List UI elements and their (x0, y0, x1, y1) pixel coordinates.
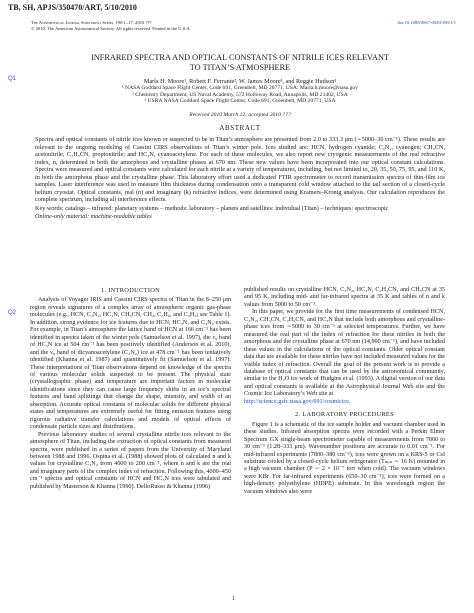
affiliations (40, 85, 440, 105)
journal-header (31, 20, 456, 33)
url-line (244, 399, 445, 406)
doi-link[interactable]: doi:10.1088/0067-0049/190/1/1 (397, 20, 456, 25)
journal-line: The Astrophysical Journal Supplement Series, 190:1–17, 2010 ??? (31, 20, 152, 25)
author-list: Marla H. Moore¹, Robert F. Ferrante², W. James Moore³, and Reggie Hudson¹ (143, 78, 337, 85)
page-number: 1 (232, 596, 235, 602)
section-2-heading: 2. LABORATORY PROCEDURES (295, 411, 394, 419)
intro-paragraph-1: Analysis of Voyager IRIS and Cassini CIRS spectra of Titan in the 8–250 μm region reveals signatures of a complex array of atmospheric organic gas-phase molecules (e.g., HCN, C₂N₂, HC₃N, CH₃CN, CH₄, C₂H₆, and C₄H₂; see Table 1). In addition, strong evidence for ice features due to HCN, HC₃N, and C₄N₂ exists. For example, in Titan’s atmosphere the lattice band of HCN at 166 cm⁻¹ has been identified in spectra taken of the winter pole (Samuelson et al. 1997), the ν₆ band of HC₃N ice at 504 cm⁻¹ has been positively identified (Anderson et al. 2010), and the ν₈ band of dicyanoacetylene (C₄N₂) ice at 478 cm⁻¹ has been tentatively identified (Khanna et al. 1987) and quantitatively fit (Samuelson et al. 1997). These interpretations of Titan observations depend on knowledge of the spectra of various molecular solids suspected to be present. The physical state (crystallographic phase) and temperature are important factors in molecular identifications since they can cause large frequency shifts in an ice’s spectral features and band splittings that change the shape, intensity, and width of an absorption. Accurate optical constants of molecular solids for different physical states and temperatures are extremely useful for fitting emission features using rigorous radiative transfer calculations and models of optical effects of condensate particle sizes and distributions. (30, 297, 231, 431)
online-material: Online-only material: machine-readable tables (35, 213, 152, 220)
intro-paragraph-4: In this paper, we provide for the first time measurements of condensed HCN, C₂N₂, CH₃CN, C₂H₅CN, and HC₃N that include both amorphous and crystalline-phase ices from ∼5000 to 30 cm⁻¹ at selected temperatures. Further, we have measured the real part of the index of refraction for these nitriles in both the amorphous and the crystalline phase at 670 nm (14,900 cm⁻¹), and have included these values in the calculations of the optical constants. Older optical constant data that are available for these nitriles have not included measured values for the visible index of refraction. Overall the goal of the present work is to provide a database of optical constants that can be used by the astronomical community, similar to the H₂O ice work of Hudgins et al. (1993). A digital version of our data and optical constants is available at the Astrophysical Journal Web site and the Cosmic Ice Laboratory’s Web site at (244, 309, 445, 398)
title-line-2: TO TITAN’S ATMOSPHERE (189, 62, 291, 72)
section-1-heading: 1. INTRODUCTION (100, 287, 161, 294)
right-column (244, 287, 445, 496)
paper-title (40, 53, 440, 72)
affiliation-2: ² Chemistry Department, US Naval Academy, 572 Holloway Road, Annapolis, MD 21402, USA (132, 91, 348, 98)
affiliation-3: ³ USRA NASA Goddard Space Flight Center, Code 691, Greenbelt, MD 20771, USA (144, 98, 336, 105)
affiliation-1: ¹ NASA Goddard Space Flight Center, Code 691, Greenbelt, MD 20771, USA; Marla.h.moore@nasa.gov (121, 85, 359, 91)
cosmic-ice-url[interactable]: http://science.gsfc.nasa.gov/691/cosmicice. (244, 398, 351, 405)
abstract-heading: ABSTRACT (219, 124, 261, 132)
copyright-line: © 2010. The American Astronomical Society. All rights reserved. Printed in the U.S.A. (31, 26, 191, 32)
intro-paragraph-2: Previous laboratory studies of several crystalline nitrile ices relevant to the atmosphere of Titan, including the extraction of optical constants from measured spectra, were published in a series of papers from the University of Maryland between 1988 and 1996. Ospina et al. (1988) showed plots of calculated n and k values for crystalline C₄N₂ from 4000 to 200 cm⁻¹, where n and k are the real and imaginary parts of the complex index of refraction. Following this, 4000–450 cm⁻¹ spectra and optical constants of HCN and HC₃N ices were tabulated and published by Masterson & Khanna (1990). DelloRusso & Khanna (1996) (30, 431, 231, 490)
abstract (35, 136, 445, 222)
lab-paragraph-1: Figure 1 is a schematic of the ice sample holder and vacuum chamber used in these studies. Infrared absorption spectra were recorded with a Perkin Elmer Spectrum GX single-beam spectrometer capable of measurements from 7800 to 30 cm⁻¹ (1.28–333 μm). Wavenumber positions are accurate to 0.01 cm⁻¹. For mid-infrared experiments (7800–380 cm⁻¹), ices were grown on a KRS-5 or CsI substrate cooled by a closed-cycle helium refrigerator (Tₘᵢₙ ∼ 16 K) mounted in a high vacuum chamber (P ∼ 2 × 10⁻⁷ torr when cold). The vacuum windows were KBr. For far-infrared experiments (650–30 cm⁻¹), ices were formed on a high-density polyethylene (HDPE) substrate. In this wavelength region the vacuum windows also were (244, 421, 445, 495)
abstract-text: Spectra and optical constants of nitrile ices known or suspected to be in Titan’s atmosphere are presented from 2.0 to 333.3 μm (∼5000–30 cm⁻¹). These results are relevant to the ongoing modeling of Cassini CIRS observations of Titan’s winter pole. Ices studied are: HCN, hydrogen cyanide; C₂N₂, cyanogen; CH₃CN, acetonitrile; C₂H₅CN, propionitrile; and HC₃N, cyanoacetylene. For each of these molecules, we also report new cryogenic measurements of the real refractive index, n, determined in both the amorphous and crystalline phases at 670 nm. These new values have been incorporated into our optical constant calculations. Spectra were measured and optical constants were calculated for each nitrile at a variety of temperatures, including, but not limited to, 20, 35, 50, 75, 95, and 110 K, in both the amorphous phase and the crystalline phase. This laboratory effort used a dedicated FTIR spectrometer to record transmission spectra of thin-film ice samples. Laser interference was used to measure film thickness during condensation onto a transparent cold window attached to the tail section of a closed-cycle helium cryostat. Optical constants, real (n) and imaginary (k) refractive indices, were determined using Kramers–Kronig analysis. Our calculation reproduces the complete spectrum, including all interference effects. (35, 136, 445, 203)
title-line-1: INFRARED SPECTRA AND OPTICAL CONSTANTS OF NITRILE ICES RELEVANT (90, 53, 390, 62)
received-date: Received 2010 March 12; accepted 2010 ??? (189, 112, 291, 118)
keywords: Key words: catalogs – infrared: planetary systems – methods: laboratory – planets and satellites: individual (Titan) – techniques: spectroscopic (35, 204, 389, 212)
intro-paragraph-3: published results on crystalline HCN, C₂N₂, HC₃N, C₂H₅CN, and CH₃CN at 35 and 95 K, including mid- and far-infrared spectra at 35 K and tables of n and k values from 5000 to 50 cm⁻¹. (244, 287, 445, 308)
left-column (30, 287, 231, 491)
query-marker-2[interactable]: Q2 (8, 310, 17, 316)
query-marker-1[interactable]: Q1 (8, 76, 17, 82)
running-head: TB, SH, APJS/350470/ART, 5/10/2010 (8, 3, 137, 12)
